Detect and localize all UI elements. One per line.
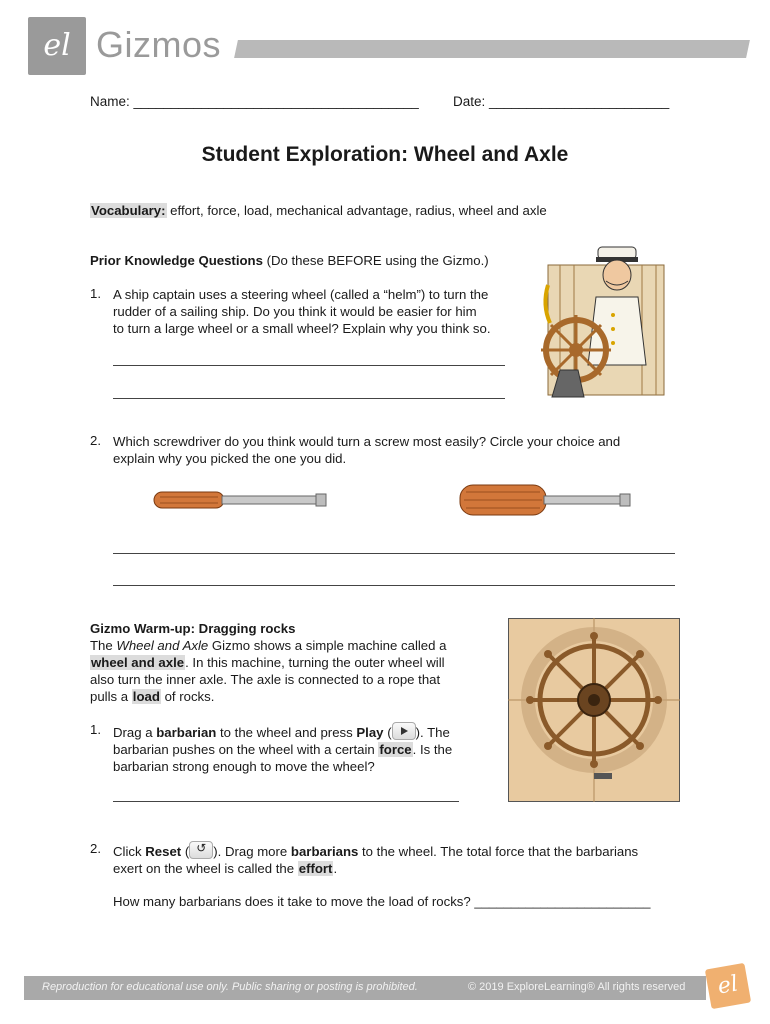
warmup-text: pulls a [90,689,132,704]
term-wheel-and-axle: wheel and axle [91,655,185,670]
prior-q2-line: Which screwdriver do you think would turn a screw most easily? Circle your choice and [113,434,621,449]
prior-q2-line: explain why you picked the one you did. [113,451,347,466]
answer-line[interactable] [113,553,675,554]
term-barbarians: barbarians [290,844,359,859]
warmup-q1-number: 1. [90,722,101,737]
answer-line[interactable] [113,365,505,366]
prior-q1-text [113,286,491,337]
date-field[interactable]: Date: ________________________ [453,94,670,109]
term-barbarian: barbarian [156,725,217,740]
prior-q1-line: A ship captain uses a steering wheel (called a “helm”) to turn the [113,287,489,302]
warmup-intro [90,620,490,705]
page-title: Student Exploration: Wheel and Axle [201,143,569,166]
term-force: force [379,742,412,757]
ship-captain-illustration [538,245,668,400]
q1-text: to the wheel and press [216,725,357,740]
answer-line[interactable] [113,585,675,586]
warmup-q1-text [113,722,493,775]
warmup-text: of rocks. [160,689,215,704]
warmup-q2-text [113,841,693,910]
vocabulary-text: effort, force, load, mechanical advantage, radius, wheel and axle [166,203,547,218]
prior-q1-number: 1. [90,286,101,301]
header-bar [234,40,750,58]
footer-copyright: © 2019 ExploreLearning® All rights reserved [468,981,686,993]
warmup-text: also turn the inner axle. The axle is connected to a rope that [90,672,441,687]
q1-text: ). The [415,725,450,740]
q2-text: ). Drag more [213,844,291,859]
reset-icon: ↺ [189,841,213,859]
term-load: load [132,689,160,704]
warmup-text: . In this machine, turning the outer wheel will [185,655,445,670]
warmup-text: Gizmo shows a simple machine called a [208,638,447,653]
q2-text: exert on the wheel is called the [113,861,298,876]
gizmo-name: Wheel and Axle [116,638,209,653]
vocabulary [90,202,547,219]
vocabulary-label: Vocabulary: [91,203,166,218]
prior-q2-text [113,433,620,467]
prior-q2-number: 2. [90,433,101,448]
q1-text: . Is the [412,742,453,757]
q2-text: ( [181,844,190,859]
gizmos-logo: el [28,17,86,75]
prior-heading: Prior Knowledge Questions [90,253,263,268]
wheel-and-axle-gizmo-image [508,618,680,802]
q2-text: . [333,861,338,876]
q1-text: barbarian pushes on the wheel with a certain [113,742,379,757]
answer-line[interactable] [113,398,505,399]
prior-knowledge-heading [90,252,489,269]
explorelearning-logo: el [705,963,751,1009]
q1-text: ( [383,725,392,740]
barbarians-count-question[interactable]: How many barbarians does it take to move the load of rocks? ________________________ [113,894,651,909]
prior-q1-line: rudder of a sailing ship. Do you think it would be easier for him [113,304,477,319]
q1-text: barbarian strong enough to move the wheel? [113,759,375,774]
q2-text: Click [113,844,146,859]
answer-line[interactable] [113,801,459,802]
brand-name: Gizmos [96,24,222,65]
prior-q1-line: to turn a large wheel or a small wheel? Explain why you think so. [113,321,491,336]
play-icon [392,722,416,740]
footer-notice: Reproduction for educational use only. Public sharing or posting is prohibited. [42,981,418,993]
warmup-heading: Gizmo Warm-up: Dragging rocks [90,621,296,636]
term-effort: effort [298,861,333,876]
q2-text: to the wheel. The total force that the barbarians [358,844,639,859]
prior-note: (Do these BEFORE using the Gizmo.) [262,253,489,268]
reset-label: Reset [145,844,182,859]
play-label: Play [356,725,384,740]
warmup-q2-number: 2. [90,841,101,856]
thin-handle-screwdriver[interactable] [152,487,332,513]
q1-text: Drag a [113,725,157,740]
thick-handle-screwdriver[interactable] [458,482,638,518]
name-field[interactable]: Name: ______________________________________ [90,94,419,109]
warmup-text: The [90,638,117,653]
